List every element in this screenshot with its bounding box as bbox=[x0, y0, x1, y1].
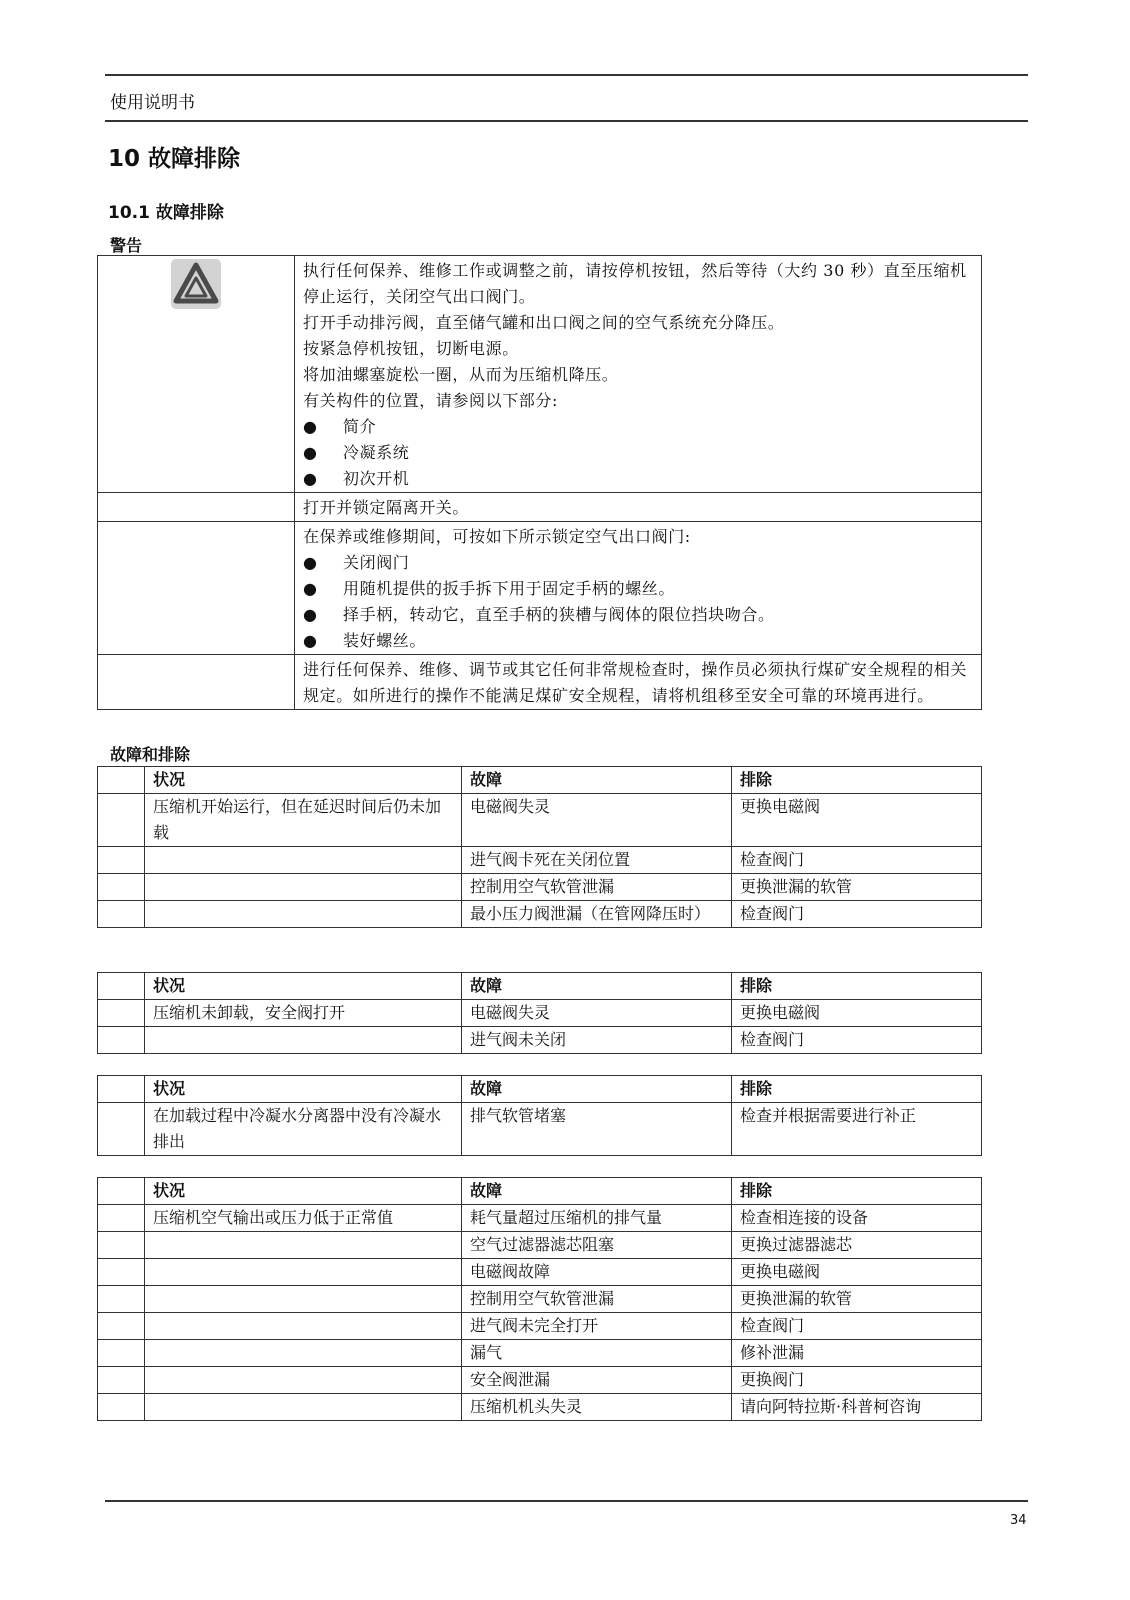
table-header-row bbox=[98, 1178, 982, 1205]
warning-line: 在保养或维修期间，可按如下所示锁定空气出口阀门: bbox=[303, 527, 691, 546]
condition-cell: 压缩机未卸载，安全阀打开 bbox=[145, 1000, 462, 1027]
bullet-item bbox=[303, 440, 973, 466]
remedy-cell: 检查相连接的设备 bbox=[732, 1205, 982, 1232]
empty-cell bbox=[98, 522, 295, 655]
remedy-cell: 更换泄漏的软管 bbox=[732, 874, 982, 901]
col-header-condition: 状况 bbox=[145, 1178, 462, 1205]
bullet-item bbox=[303, 550, 973, 576]
bullet-text: 用随机提供的扳手拆下用于固定手柄的螺丝。 bbox=[343, 579, 676, 598]
warning-text-cell bbox=[295, 256, 982, 493]
remedy-cell: 检查并根据需要进行补正 bbox=[732, 1103, 982, 1156]
condition-cell: 压缩机开始运行，但在延迟时间后仍未加载 bbox=[145, 794, 462, 847]
warning-icon-cell bbox=[98, 256, 295, 493]
warning-line: 按紧急停机按钮，切断电源。 bbox=[303, 339, 519, 358]
bullet-dot: ● bbox=[303, 605, 318, 624]
condition-cell: 压缩机空气输出或压力低于正常值 bbox=[145, 1205, 462, 1232]
fault-table-4 bbox=[97, 1177, 982, 1421]
remedy-cell: 检查阀门 bbox=[732, 847, 982, 874]
bullet-item bbox=[303, 414, 973, 440]
table-header-row bbox=[98, 1076, 982, 1103]
fault-cell: 电磁阀失灵 bbox=[462, 1000, 732, 1027]
empty-cell bbox=[98, 493, 295, 522]
col-header-fault: 故障 bbox=[462, 1076, 732, 1103]
remedy-cell: 检查阀门 bbox=[732, 1313, 982, 1340]
col-header-fault: 故障 bbox=[462, 973, 732, 1000]
empty-cell bbox=[98, 1367, 145, 1394]
col-header-condition: 状况 bbox=[145, 767, 462, 794]
condition-cell bbox=[145, 1232, 462, 1259]
fault-cell: 安全阀泄漏 bbox=[462, 1367, 732, 1394]
warning-triangle-icon bbox=[170, 258, 222, 310]
empty-cell bbox=[98, 794, 145, 847]
bullet-dot: ● bbox=[303, 417, 318, 436]
bullet-dot: ● bbox=[303, 579, 318, 598]
empty-cell bbox=[98, 655, 295, 710]
empty-cell bbox=[98, 1340, 145, 1367]
bullet-text: 初次开机 bbox=[343, 469, 410, 488]
empty-cell bbox=[98, 1286, 145, 1313]
fault-table-2 bbox=[97, 972, 982, 1054]
warning-line: 打开手动排污阀，直至储气罐和出口阀之间的空气系统充分降压。 bbox=[303, 313, 785, 332]
col-header-remedy: 排除 bbox=[732, 1178, 982, 1205]
empty-cell bbox=[98, 1076, 145, 1103]
fault-cell: 电磁阀故障 bbox=[462, 1259, 732, 1286]
empty-cell bbox=[98, 1259, 145, 1286]
warning-line: 进行任何保养、维修、调节或其它任何非常规检查时，操作员必须执行煤矿安全规程的相关规定。如所进行的操作不能满足煤矿安全规程，请将机组移至安全可靠的环境再进行。 bbox=[303, 660, 968, 705]
remedy-cell: 更换泄漏的软管 bbox=[732, 1286, 982, 1313]
table-header-row bbox=[98, 973, 982, 1000]
col-header-condition: 状况 bbox=[145, 1076, 462, 1103]
empty-cell bbox=[98, 1000, 145, 1027]
empty-cell bbox=[98, 973, 145, 1000]
empty-cell bbox=[98, 847, 145, 874]
col-header-remedy: 排除 bbox=[732, 767, 982, 794]
table-row bbox=[98, 874, 982, 901]
warning-text-cell bbox=[295, 655, 982, 710]
warning-line: 打开并锁定隔离开关。 bbox=[303, 498, 470, 517]
remedy-cell: 更换过滤器滤芯 bbox=[732, 1232, 982, 1259]
fault-cell: 漏气 bbox=[462, 1340, 732, 1367]
table-header-row bbox=[98, 767, 982, 794]
table-row bbox=[98, 1103, 982, 1156]
bullet-dot: ● bbox=[303, 469, 318, 488]
table-row bbox=[98, 1340, 982, 1367]
condition-cell bbox=[145, 874, 462, 901]
remedy-cell: 更换阀门 bbox=[732, 1367, 982, 1394]
bullet-text: 冷凝系统 bbox=[343, 443, 410, 462]
empty-cell bbox=[98, 1027, 145, 1054]
warning-text-cell bbox=[295, 522, 982, 655]
table-row bbox=[98, 1027, 982, 1054]
table-row bbox=[98, 1205, 982, 1232]
warning-line: 有关构件的位置，请参阅以下部分: bbox=[303, 391, 558, 410]
warning-line: 执行任何保养、维修工作或调整之前，请按停机按钮，然后等待（大约 30 秒）直至压缩机停止运行，关闭空气出口阀门。 bbox=[303, 261, 967, 306]
remedy-cell: 检查阀门 bbox=[732, 1027, 982, 1054]
table-row bbox=[98, 1286, 982, 1313]
remedy-cell: 更换电磁阀 bbox=[732, 794, 982, 847]
condition-cell bbox=[145, 1286, 462, 1313]
bullet-text: 择手柄，转动它，直至手柄的狭槽与阀体的限位挡块吻合。 bbox=[343, 605, 775, 624]
condition-cell bbox=[145, 847, 462, 874]
warning-row bbox=[98, 256, 982, 493]
bullet-item bbox=[303, 628, 973, 654]
fault-label: 故障和排除 bbox=[110, 745, 191, 764]
table-row bbox=[98, 1394, 982, 1421]
fault-cell: 控制用空气软管泄漏 bbox=[462, 874, 732, 901]
empty-cell bbox=[98, 1313, 145, 1340]
header-top-rule bbox=[105, 74, 1028, 76]
heading-1: 10 故障排除 bbox=[108, 146, 241, 172]
table-row bbox=[98, 1232, 982, 1259]
fault-cell: 压缩机机头失灵 bbox=[462, 1394, 732, 1421]
col-header-remedy: 排除 bbox=[732, 1076, 982, 1103]
table-row bbox=[98, 1259, 982, 1286]
table-row bbox=[98, 1000, 982, 1027]
bullet-dot: ● bbox=[303, 443, 318, 462]
heading-2: 10.1 故障排除 bbox=[108, 203, 224, 223]
remedy-cell: 更换电磁阀 bbox=[732, 1259, 982, 1286]
warning-label: 警告 bbox=[110, 236, 143, 255]
fault-table-3 bbox=[97, 1075, 982, 1156]
condition-cell bbox=[145, 1027, 462, 1054]
bullet-item bbox=[303, 602, 973, 628]
page-number: 34 bbox=[1010, 1513, 1027, 1528]
remedy-cell: 修补泄漏 bbox=[732, 1340, 982, 1367]
warning-table bbox=[97, 255, 982, 710]
table-row bbox=[98, 1313, 982, 1340]
bullet-dot: ● bbox=[303, 553, 318, 572]
footer-rule bbox=[105, 1500, 1028, 1502]
col-header-fault: 故障 bbox=[462, 1178, 732, 1205]
warning-row bbox=[98, 522, 982, 655]
condition-cell bbox=[145, 1367, 462, 1394]
empty-cell bbox=[98, 1178, 145, 1205]
empty-cell bbox=[98, 1103, 145, 1156]
warning-row bbox=[98, 655, 982, 710]
header-title: 使用说明书 bbox=[110, 93, 195, 113]
remedy-cell: 检查阀门 bbox=[732, 901, 982, 928]
bullet-text: 装好螺丝。 bbox=[343, 631, 427, 650]
col-header-condition: 状况 bbox=[145, 973, 462, 1000]
table-row bbox=[98, 794, 982, 847]
warning-text-cell bbox=[295, 493, 982, 522]
bullet-item bbox=[303, 576, 973, 602]
condition-cell bbox=[145, 1313, 462, 1340]
fault-cell: 电磁阀失灵 bbox=[462, 794, 732, 847]
condition-cell bbox=[145, 1259, 462, 1286]
bullet-text: 简介 bbox=[343, 417, 377, 436]
fault-cell: 进气阀未关闭 bbox=[462, 1027, 732, 1054]
condition-cell: 在加载过程中冷凝水分离器中没有冷凝水排出 bbox=[145, 1103, 462, 1156]
remedy-cell: 请向阿特拉斯·科普柯咨询 bbox=[732, 1394, 982, 1421]
condition-cell bbox=[145, 901, 462, 928]
fault-cell: 进气阀卡死在关闭位置 bbox=[462, 847, 732, 874]
fault-cell: 空气过滤器滤芯阻塞 bbox=[462, 1232, 732, 1259]
table-row bbox=[98, 847, 982, 874]
bullet-item bbox=[303, 466, 973, 492]
warning-row bbox=[98, 493, 982, 522]
table-row bbox=[98, 1367, 982, 1394]
fault-cell: 控制用空气软管泄漏 bbox=[462, 1286, 732, 1313]
empty-cell bbox=[98, 901, 145, 928]
fault-cell: 耗气量超过压缩机的排气量 bbox=[462, 1205, 732, 1232]
col-header-remedy: 排除 bbox=[732, 973, 982, 1000]
warning-line: 将加油螺塞旋松一圈，从而为压缩机降压。 bbox=[303, 365, 619, 384]
empty-cell bbox=[98, 874, 145, 901]
condition-cell bbox=[145, 1394, 462, 1421]
empty-cell bbox=[98, 767, 145, 794]
col-header-fault: 故障 bbox=[462, 767, 732, 794]
fault-cell: 最小压力阀泄漏（在管网降压时） bbox=[462, 901, 732, 928]
fault-cell: 排气软管堵塞 bbox=[462, 1103, 732, 1156]
header-bottom-rule bbox=[105, 120, 1028, 122]
fault-cell: 进气阀未完全打开 bbox=[462, 1313, 732, 1340]
empty-cell bbox=[98, 1232, 145, 1259]
remedy-cell: 更换电磁阀 bbox=[732, 1000, 982, 1027]
fault-table-1 bbox=[97, 766, 982, 928]
empty-cell bbox=[98, 1394, 145, 1421]
bullet-dot: ● bbox=[303, 631, 318, 650]
empty-cell bbox=[98, 1205, 145, 1232]
condition-cell bbox=[145, 1340, 462, 1367]
table-row bbox=[98, 901, 982, 928]
bullet-text: 关闭阀门 bbox=[343, 553, 410, 572]
